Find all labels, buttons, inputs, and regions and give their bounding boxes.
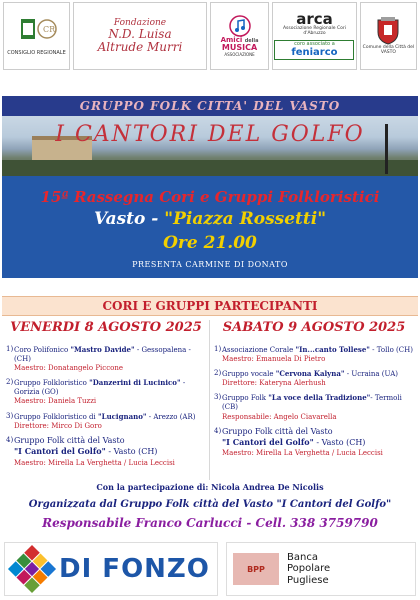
cantori-title: I CANTORI DEL GOLFO: [55, 122, 365, 147]
entry-group-name: "In...canto Tollese": [295, 345, 370, 354]
program-entry: [214, 345, 414, 364]
vasto-panorama-photo: [2, 116, 418, 176]
feniarco-pre: coro associato a: [294, 41, 335, 48]
entry-number: 2): [214, 369, 222, 378]
arca-feniarco-logo: [272, 2, 357, 70]
entry-prefix: Associazione Corale: [222, 346, 296, 354]
entry-director: Maestro: Mirella La Verghetta / Lucia Leccisi: [14, 458, 175, 467]
bpp-mark-icon: BPP: [233, 553, 279, 585]
fondazione-line3: Altrude Murri: [97, 39, 183, 54]
city-coat-of-arms-icon: [375, 16, 401, 46]
arca-title: arca: [296, 10, 333, 29]
event-panel: [2, 176, 418, 278]
group-title: GRUPPO FOLK CITTA' DEL VASTO: [79, 99, 341, 113]
group-title-band: [2, 96, 418, 116]
bpp-logo: [226, 542, 416, 596]
entry-prefix: Gruppo Folk città del Vasto: [222, 426, 333, 436]
saturday-date: SABATO 9 AGOSTO 2025: [222, 320, 406, 335]
entry-director: Responsabile: Angelo Ciavarella: [222, 412, 337, 421]
rassegna-title: 15ª Rassegna Cori e Gruppi Folkloristici: [40, 188, 380, 206]
participants-heading: CORI E GRUPPI PARTECIPANTI: [102, 299, 318, 313]
arca-subtitle: Associazione Regionale Cori d'Abruzzo: [282, 26, 346, 37]
friday-date: VENERDI 8 AGOSTO 2025: [10, 320, 202, 335]
event-location: [2, 209, 418, 229]
regional-crest-icon: [17, 15, 57, 51]
associazione-label: ASSOCIAZIONE: [224, 51, 255, 57]
difonzo-name: DI FONZO: [59, 554, 210, 584]
program-entry: [6, 436, 206, 468]
entry-prefix: Gruppo Folk: [222, 394, 269, 403]
program-entry: [6, 378, 206, 406]
friday-column: [6, 320, 206, 484]
participants-heading-bar: [2, 296, 418, 316]
entry-prefix: Gruppo Folkloristico: [14, 379, 90, 388]
program-entry: [214, 369, 414, 388]
entry-number: 4): [214, 426, 222, 435]
entry-origin: - Gorizia (GO): [14, 379, 186, 397]
entry-group-name: "La voce della Tradizione": [268, 393, 371, 403]
program-entry: [6, 345, 206, 373]
bpp-line3: Pugliese: [287, 574, 329, 586]
entry-number: 2): [6, 378, 14, 387]
contact-line: Responsabile Franco Carlucci - Cell. 338 3759790: [42, 516, 378, 530]
comune-label: Comune della Città del VASTO: [362, 45, 415, 55]
entry-number: 1): [214, 345, 222, 353]
program-entry: [214, 393, 414, 421]
consiglio-label: CONSIGLIO REGIONALE: [7, 50, 66, 57]
consiglio-regionale-logo: [3, 2, 70, 70]
event-place: "Piazza Rossetti": [164, 209, 327, 229]
entry-number: 1): [6, 345, 14, 353]
event-time: Ore 21.00: [163, 233, 257, 253]
sponsor-strip-bottom: [0, 538, 420, 600]
musica-word: MUSICA: [221, 42, 258, 52]
presenter-line: PRESENTA CARMINE DI DONATO: [132, 260, 288, 269]
entry-director: Direttore: Kateryna Alerhush: [222, 379, 326, 388]
fondazione-line2: N.D. Luisa: [108, 27, 172, 42]
entry-origin: - Tollo (CH): [369, 346, 413, 354]
entry-origin: - Termoli (CB): [222, 394, 402, 412]
entry-origin: - Ucraina (UA): [344, 370, 399, 379]
program-entry: [214, 427, 414, 459]
entry-director: Maestro: Mirella La Verghetta / Lucia Leccisi: [222, 449, 383, 458]
fondazione-line1: Fondazione: [113, 17, 167, 28]
entry-director: Maestro: Emanuela Di Pietro: [222, 355, 326, 364]
saturday-column: [214, 320, 414, 484]
amici-musica-logo: [210, 2, 269, 70]
organizer-line: Organizzata dal Gruppo Folk città del Vasto "I Cantori del Golfo": [28, 499, 392, 510]
guest-participation: Con la partecipazione di: Nicola Andrea De Nicolis: [96, 482, 324, 492]
music-note-icon: [229, 15, 251, 37]
entry-prefix: Gruppo vocale: [222, 370, 276, 379]
svg-text:CR: CR: [42, 25, 55, 35]
program-entry: [6, 412, 206, 431]
entry-director: Maestro: Daniela Tuzzi: [14, 397, 97, 406]
entry-group-name: "Mastro Davide": [70, 345, 135, 354]
entry-origin: - Vasto (CH): [313, 438, 366, 448]
comune-vasto-logo: [360, 2, 417, 70]
entry-number: 4): [6, 435, 14, 444]
della-word: della: [244, 37, 259, 44]
amici-word: Amici: [220, 35, 243, 44]
tiles-mosaic-icon: [8, 545, 56, 593]
sponsor-strip-top: [0, 0, 420, 72]
event-city: Vasto -: [93, 209, 165, 229]
entry-prefix: Gruppo Folk città del Vasto: [14, 435, 125, 445]
entry-number: 3): [214, 393, 222, 402]
bpp-line2: Popolare: [287, 563, 331, 575]
entry-group-name: "Cervona Kalyna": [275, 369, 345, 379]
column-divider: [209, 320, 210, 480]
entry-number: 3): [6, 411, 14, 420]
bpp-line1: Banca: [287, 551, 318, 563]
entry-director: Maestro: Donatangelo Piccone: [14, 364, 123, 373]
entry-origin: - Arezzo (AR): [146, 412, 196, 421]
entry-group-name: "I Cantori del Golfo": [14, 446, 106, 457]
entry-director: Direttore: Mirco Di Goro: [14, 421, 102, 430]
feniarco-name: feniarco: [291, 46, 338, 58]
entry-group-name: "Danzerini di Lucinico": [89, 378, 181, 388]
entry-prefix: Coro Polifonico: [14, 346, 71, 354]
photo-trees: [2, 160, 418, 176]
entry-prefix: Gruppo Folkloristico di: [14, 412, 99, 421]
entry-group-name: "Lucignano": [98, 411, 147, 421]
entry-origin: - Gessopalena - (CH): [14, 346, 191, 364]
difonzo-logo: [4, 542, 218, 596]
entry-group-name: "I Cantori del Golfo": [222, 437, 314, 448]
fondazione-logo: [73, 2, 207, 70]
entry-origin: - Vasto (CH): [105, 447, 158, 457]
